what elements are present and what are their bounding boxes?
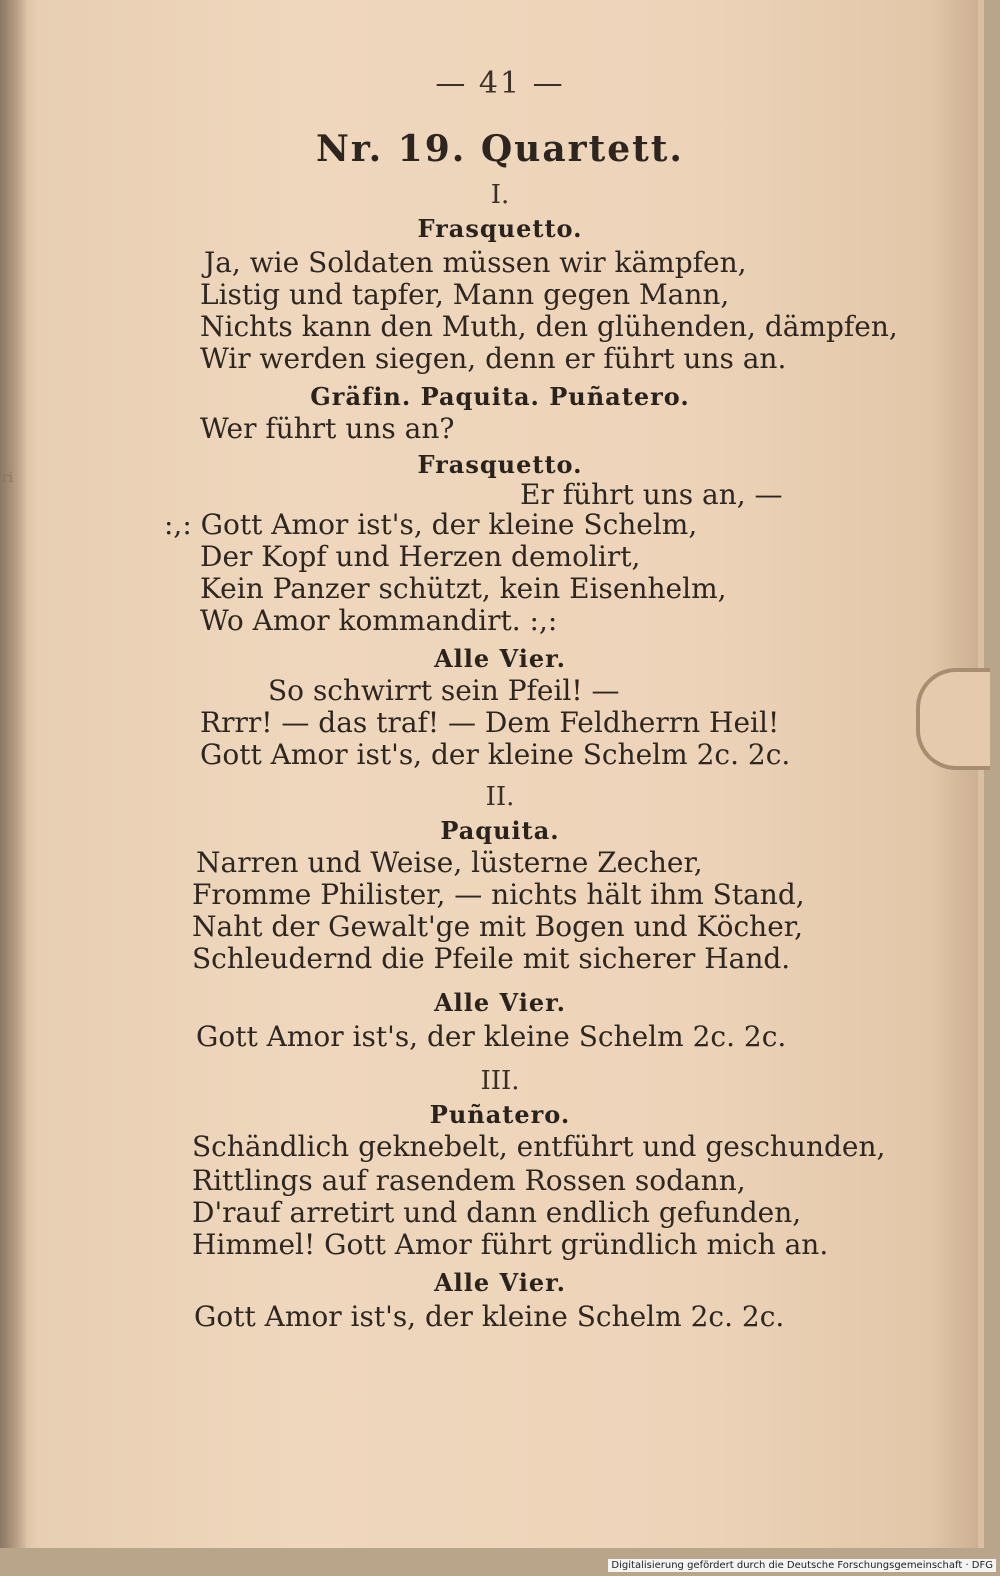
verse-line: Kein Panzer schützt, kein Eisenhelm,	[200, 572, 727, 605]
speaker-heading: Puñatero.	[429, 1100, 571, 1129]
verse-line: Fromme Philister, — nichts hält ihm Stand,	[192, 878, 805, 911]
verse-line: Rrrr! — das traf! — Dem Feldherrn Heil!	[200, 706, 780, 739]
verse-line: Rittlings auf rasendem Rossen sodann,	[192, 1164, 746, 1197]
verse-line: Wir werden siegen, denn er führt uns an.	[200, 342, 787, 375]
verse-line: :,: Gott Amor ist's, der kleine Schelm,	[164, 508, 698, 541]
verse-line: Gott Amor ist's, der kleine Schelm 2c. 2c.	[196, 1020, 787, 1053]
verse-line: Himmel! Gott Amor führt gründlich mich an.	[192, 1228, 829, 1261]
speaker-heading: Alle Vier.	[434, 644, 566, 673]
speaker-heading: Alle Vier.	[434, 1268, 566, 1297]
verse-line: Gott Amor ist's, der kleine Schelm 2c. 2c.	[200, 738, 791, 771]
page-number: — 41 —	[435, 66, 565, 101]
verse-line: Wer führt uns an?	[200, 412, 455, 445]
page-tab-marker	[916, 668, 990, 770]
margin-mark: ri	[2, 470, 14, 486]
speaker-heading: Frasquetto.	[417, 450, 583, 479]
speaker-heading: Gräfin. Paquita. Puñatero.	[310, 382, 690, 411]
verse-line: Schändlich geknebelt, entführt und geschunden,	[192, 1130, 886, 1163]
digitization-credit: Digitalisierung gefördert durch die Deutsche Forschungsgemeinschaft · DFG	[608, 1559, 996, 1572]
verse-line: So schwirrt sein Pfeil! —	[268, 674, 620, 707]
section-numeral: I.	[490, 180, 510, 210]
verse-line: Wo Amor kommandirt. :,:	[200, 604, 558, 637]
speaker-heading: Frasquetto.	[417, 214, 583, 243]
section-numeral: III.	[480, 1066, 520, 1096]
verse-line: D'rauf arretirt und dann endlich gefunden,	[192, 1196, 802, 1229]
verse-line: Ja, wie Soldaten müssen wir kämpfen,	[204, 246, 747, 279]
verse-line: Gott Amor ist's, der kleine Schelm 2c. 2c.	[194, 1300, 785, 1333]
verse-line: Nichts kann den Muth, den glühenden, dämpfen,	[200, 310, 898, 343]
verse-line: Naht der Gewalt'ge mit Bogen und Köcher,	[192, 910, 803, 943]
verse-line: Er führt uns an, —	[520, 478, 783, 511]
page-title: Nr. 19. Quartett.	[316, 128, 684, 170]
verse-line: Listig und tapfer, Mann gegen Mann,	[200, 278, 730, 311]
section-numeral: II.	[485, 782, 515, 812]
speaker-heading: Alle Vier.	[434, 988, 566, 1017]
verse-line: Narren und Weise, lüsterne Zecher,	[196, 846, 703, 879]
speaker-heading: Paquita.	[440, 816, 560, 845]
verse-line: Der Kopf und Herzen demolirt,	[200, 540, 641, 573]
verse-line: Schleudernd die Pfeile mit sicherer Hand.	[192, 942, 791, 975]
